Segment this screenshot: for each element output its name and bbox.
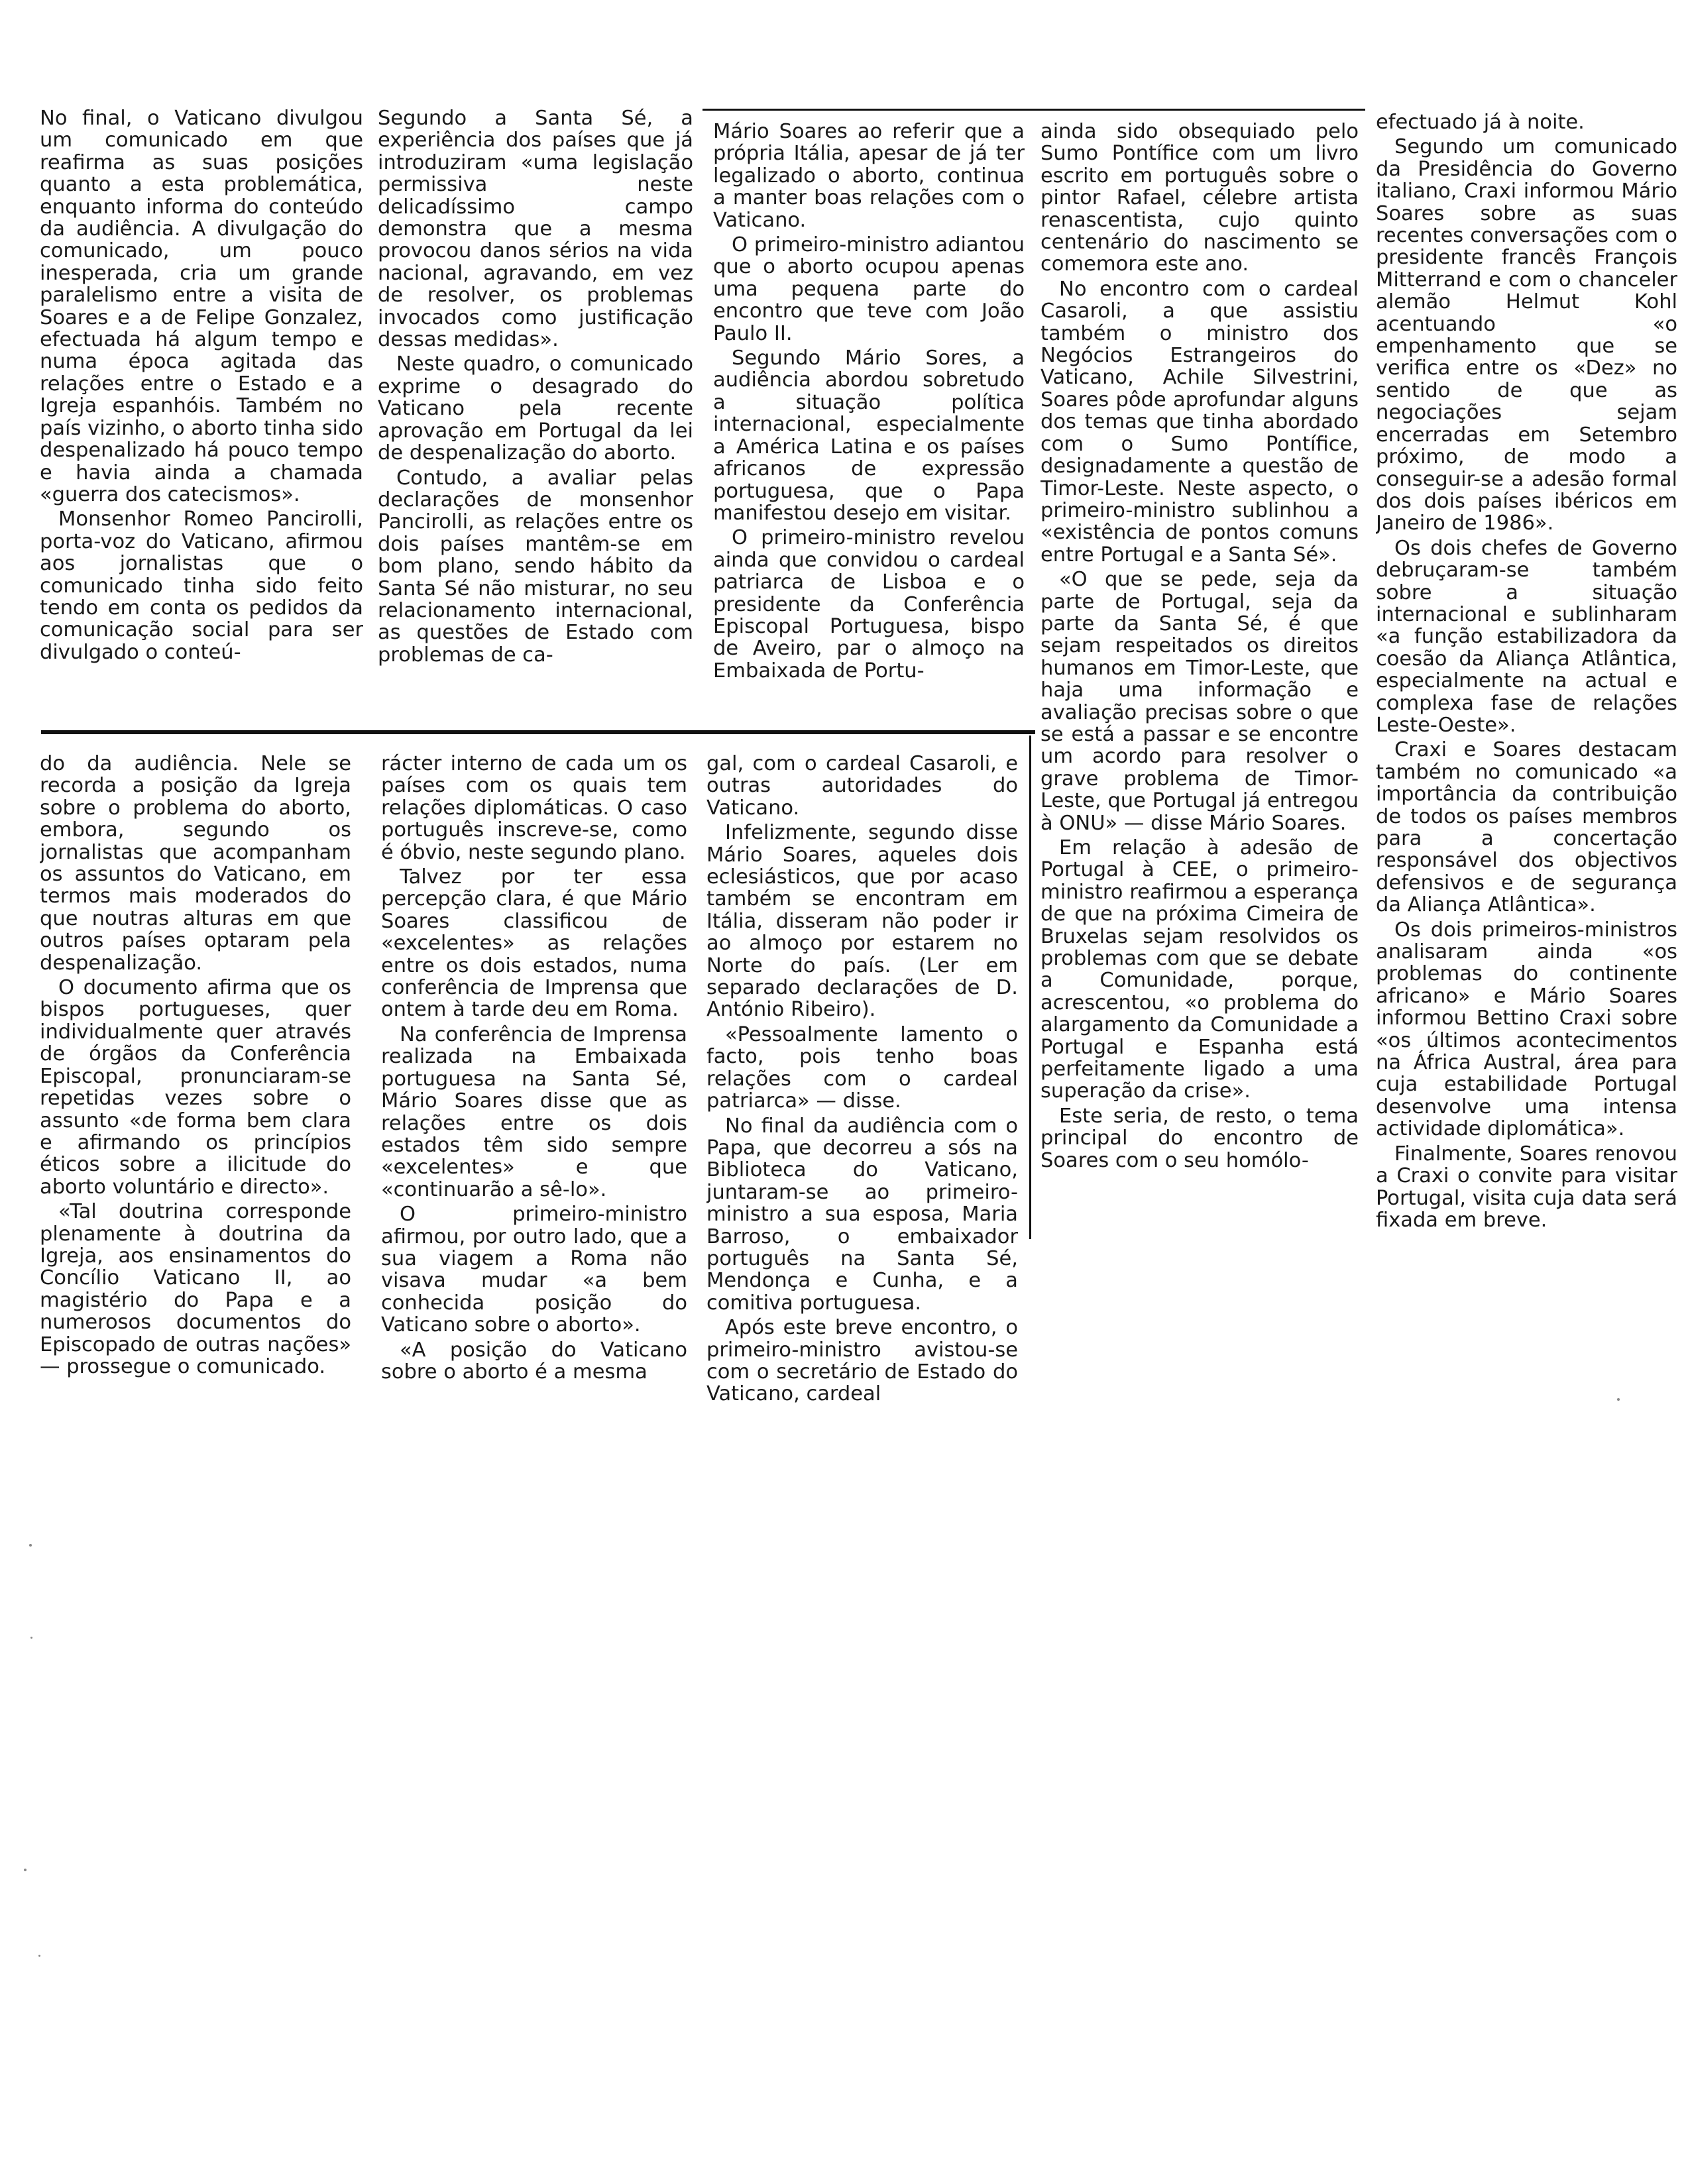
paragraph: ainda sido obsequiado pelo Sumo Pontífice com um livro escrito em português sobre o pintor Rafael, célebre artista renascentista, cujo quinto centenário do nascimento se comemora este ano. [1040,121,1359,276]
paragraph: Este seria, de resto, o tema principal do encontro de Soares com o seu homólo- [1040,1104,1359,1172]
column-separator-rule [1029,736,1031,1239]
top-column-1 [40,107,363,717]
bottom-column-3 [706,753,1018,1415]
top-column-3 [713,121,1025,710]
paragraph: Monsenhor Romeo Pancirolli, porta-voz do Vaticano, afirmou aos jornalistas que o comunicado tinha sido feito tendo em conta os pedidos da comunicação social para ser divulgado o conteú- [40,508,363,664]
scan-speck [29,1544,32,1547]
scan-speck [30,1637,32,1639]
paragraph: Segundo a Santa Sé, a experiência dos países que já introduziram «uma legislação permissiva neste delicadíssimo campo demonstra que a mesma provocou danos sérios na vida nacional, agravando, em vez de resolver, os problemas invocados como justificação dessas medidas». [378,107,693,352]
top-column-2 [378,107,693,717]
paragraph: do da audiência. Nele se recorda a posição da Igreja sobre o problema do aborto, embora, segundo os jornalistas que acompanham os assuntos do Vaticano, em termos mais moderados do que noutras alturas em que outros países optaram pela despenalização. [40,753,351,975]
paragraph: rácter interno de cada um os países com os quais tem relações diplomáticas. O caso português inscreve-se, como é óbvio, neste segundo plano. [381,753,687,864]
paragraph: O documento afirma que os bispos portugueses, quer individualmente quer através de órgãos da Conferência Episcopal, pronunciaram-se repetidas vezes sobre o assunto «de forma bem clara e afirmando os princípios éticos sobre a ilicitude do aborto voluntário e directo». [40,976,351,1199]
paragraph: O primeiro-ministro revelou ainda que convidou o cardeal patriarca de Lisboa e o presidente da Conferência Episcopal Portuguesa, bispo de Aveiro, par o almoço na Embaixada de Portu- [713,526,1025,682]
paragraph: Os dois chefes de Governo debruçaram-se também sobre a situação internacional e sublinharam «a função estabilizadora da coesão da Aliança Atlântica, especialmente na actual e complexa fase de relações Leste-Oeste». [1376,536,1677,737]
scan-speck [1617,1398,1620,1401]
paragraph: O primeiro-ministro adiantou que o aborto ocupou apenas uma pequena parte do encontro que teve com João Paulo II. [713,233,1025,345]
paragraph: No encontro com o cardeal Casaroli, a que assistiu também o ministro dos Negócios Estrangeiros do Vaticano, Achile Silvestrini, Soares pôde aprofundar alguns dos temas que tinha abordado com o Sumo Pontífice, designadamente a questão de Timor-Leste. Neste aspecto, o primeiro-ministro sublinhou a «existência de pontos comuns entre Portugal e a Santa Sé». [1040,277,1359,567]
paragraph: «O que se pede, seja da parte de Portugal, seja da parte da Santa Sé, é que sejam respeitados os direitos humanos em Timor-Leste, que haja uma informação e avaliação precisas sobre o que se está a passar e se encontre um acordo para resolver o grave problema de Timor-Leste, que Portugal já entregou à ONU» — disse Mário Soares. [1040,568,1359,835]
paragraph: Segundo Mário Sores, a audiência abordou sobretudo a situação política internacional, especialmente a América Latina e os países africanos de expressão portuguesa, que o Papa manifestou desejo em visitar. [713,347,1025,525]
paragraph: Infelizmente, segundo disse Mário Soares, aqueles dois eclesiásticos, que por acaso também se encontram em Itália, disseram não poder ir ao almoço por estarem no Norte do país. (Ler em separado declarações de D. António Ribeiro). [706,821,1018,1022]
paragraph: «A posição do Vaticano sobre o aborto é a mesma [381,1338,687,1384]
scan-speck [38,1955,40,1957]
paragraph: Talvez por ter essa percepção clara, é que Mário Soares classificou de «excelentes» as relações entre os dois estados, numa conferência de Imprensa que ontem à tarde deu em Roma. [381,865,687,1022]
paragraph: «Pessoalmente lamento o facto, pois tenho boas relações com o cardeal patriarca» — disse. [706,1022,1018,1113]
paragraph: gal, com o cardeal Casaroli, e outras autoridades do Vaticano. [706,753,1018,820]
paragraph: No final da audiência com o Papa, que decorreu a sós na Biblioteca do Vaticano, juntaram-se ao primeiro-ministro a sua esposa, Maria Barroso, o embaixador português na Santa Sé, Mendonça e Cunha, e a comitiva portuguesa. [706,1114,1018,1315]
paragraph: Após este breve encontro, o primeiro-ministro avistou-se com o secretário de Estado do Vaticano, cardeal [706,1316,1018,1406]
paragraph: O primeiro-ministro afirmou, por outro lado, que a sua viagem a Roma não visava mudar «a bem conhecida posição do Vaticano sobre o aborto». [381,1203,687,1337]
top-edge-rule [702,109,1365,111]
bottom-column-2 [381,753,687,1409]
paragraph: Mário Soares ao referir que a própria Itália, apesar de já ter legalizado o aborto, continua a manter boas relações com o Vaticano. [713,121,1025,232]
paragraph: «Tal doutrina corresponde plenamente à doutrina da Igreja, aos ensinamentos do Concílio Vaticano II, ao magistério do Papa e a numerosos documentos do Episcopado de outras nações» — prossegue o comunicado. [40,1200,351,1378]
paragraph: efectuado já à noite. [1376,111,1585,134]
paragraph: Segundo um comunicado da Presidência do Governo italiano, Craxi informou Mário Soares sobre as suas recentes conversações com o presidente francês François Mitterrand e com o chanceler alemão Helmut Kohl acentuando «o empenhamento que se verifica entre os «Dez» no sentido de que as negociações sejam encerradas em Setembro próximo, de modo a conseguir-se a adesão formal dos dois países ibéricos em Janeiro de 1986». [1376,135,1677,535]
paragraph: Contudo, a avaliar pelas declarações de monsenhor Pancirolli, as relações entre os dois países mantêm-se em bom plano, sendo hábito da Santa Sé não misturar, no seu relacionamento internacional, as questões de Estado com problemas de ca- [378,466,693,667]
paragraph: Os dois primeiros-ministros analisaram ainda «os problemas do continente africano» e Mário Soares informou Bettino Craxi sobre «os últimos acontecimentos na África Austral, área para cuja estabilidade Portugal desenvolve uma intensa actividade diplomática». [1376,918,1677,1141]
paragraph: Neste quadro, o comunicado exprime o desagrado do Vaticano pela recente aprovação em Portugal da lei de despenalização do aborto. [378,353,693,465]
paragraph: Finalmente, Soares renovou a Craxi o convite para visitar Portugal, visita cuja data será fixada em breve. [1376,1142,1677,1232]
paragraph: No final, o Vaticano divulgou um comunicado em que reafirma as suas posições quanto a esta problemática, enquanto informa do conteúdo da audiência. A divulgação do comunicado, um pouco inesperada, cria um grande paralelismo entre a visita de Soares e a de Felipe Gonzalez, efectuada há algum tempo e numa época agitada das relações entre o Estado e a Igreja espanhóis. Também no país vizinho, o aborto tinha sido despenalizado há pouco tempo e havia ainda a chamada «guerra dos catecismos». [40,107,363,506]
paragraph: Em relação à adesão de Portugal à CEE, o primeiro-ministro reafirmou a esperança de que na próxima Cimeira de Bruxelas sejam resolvidos os problemas com que se debate a Comunidade, porque, acrescentou, «o problema do alargamento da Comunidade a Portugal e Espanha está perfeitamente ligado a uma superação da crise». [1040,836,1359,1103]
paragraph: Na conferência de Imprensa realizada na Embaixada portuguesa na Santa Sé, Mário Soares disse que as relações entre os dois estados têm sido sempre «excelentes» e que «continuarão a sê-lo». [381,1022,687,1201]
scan-speck [24,1869,27,1871]
paragraph: Craxi e Soares destacam também no comunicado «a importância da contribuição de todos os países membros para a concertação responsável dos objectivos defensivos e de segurança da Aliança Atlântica». [1376,738,1677,917]
bottom-column-1 [40,753,351,1409]
top-column-4 [1040,121,1359,1380]
section-divider-rule [41,730,1035,734]
top-column-5 [1376,111,1677,1291]
